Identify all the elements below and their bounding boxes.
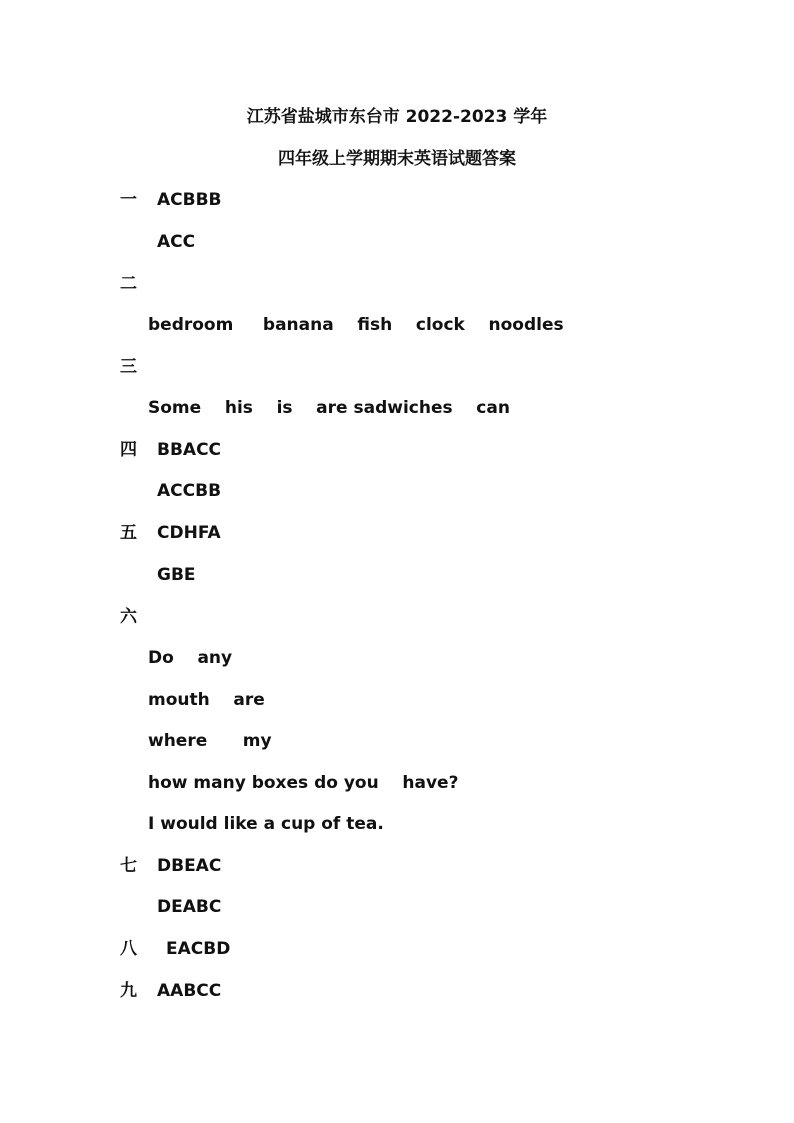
- section-1: [0, 188, 794, 212]
- answer-line: DBEAC: [157, 856, 222, 876]
- document-title-line-2: 四年级上学期期末英语试题答案: [278, 149, 516, 169]
- section-3-line-1: [0, 396, 794, 420]
- answer-line: I would like a cup of tea.: [148, 814, 384, 834]
- section-2-line-1: [0, 313, 794, 337]
- section-7: [0, 854, 794, 878]
- section-number: 三: [120, 357, 137, 377]
- answer-line: mouth are: [148, 690, 265, 710]
- section-6: [0, 605, 794, 629]
- section-number: 七: [120, 856, 137, 876]
- section-6-line-2: [0, 688, 794, 712]
- answer-line: AABCC: [157, 981, 222, 1001]
- answer-line: GBE: [157, 565, 196, 585]
- section-number: 二: [120, 274, 137, 294]
- section-number: 九: [120, 981, 137, 1001]
- answer-line: how many boxes do you have?: [148, 773, 459, 793]
- section-number: 八: [120, 939, 137, 959]
- section-4: [0, 438, 794, 462]
- section-number: 四: [120, 440, 137, 460]
- answer-line: ACCBB: [157, 481, 222, 501]
- document-title-line-1: 江苏省盐城市东台市 2022-2023 学年: [246, 107, 548, 127]
- answer-line: ACBBB: [157, 190, 222, 210]
- answer-line: Some his is are sadwiches can: [148, 398, 510, 418]
- section-4-line-2: [0, 479, 794, 503]
- section-3: [0, 355, 794, 379]
- answer-line: ACC: [157, 232, 196, 252]
- section-5: [0, 521, 794, 545]
- section-number: 五: [120, 523, 137, 543]
- section-1-line-2: [0, 230, 794, 254]
- section-6-line-3: [0, 729, 794, 753]
- answer-line: CDHFA: [157, 523, 221, 543]
- section-6-line-4: [0, 771, 794, 795]
- answer-line: BBACC: [157, 440, 222, 460]
- section-6-line-5: [0, 812, 794, 836]
- section-number: 六: [120, 607, 137, 627]
- section-number: 一: [120, 190, 137, 210]
- answer-line: EACBD: [166, 939, 231, 959]
- answer-line: DEABC: [157, 897, 222, 917]
- section-2: [0, 272, 794, 296]
- section-5-line-2: [0, 563, 794, 587]
- answer-line: Do any: [148, 648, 233, 668]
- section-6-line-1: [0, 646, 794, 670]
- section-7-line-2: [0, 895, 794, 919]
- answer-line: where my: [148, 731, 272, 751]
- section-9: [0, 979, 794, 1003]
- answer-line: bedroom banana fish clock noodles: [148, 315, 564, 335]
- section-8: [0, 937, 794, 961]
